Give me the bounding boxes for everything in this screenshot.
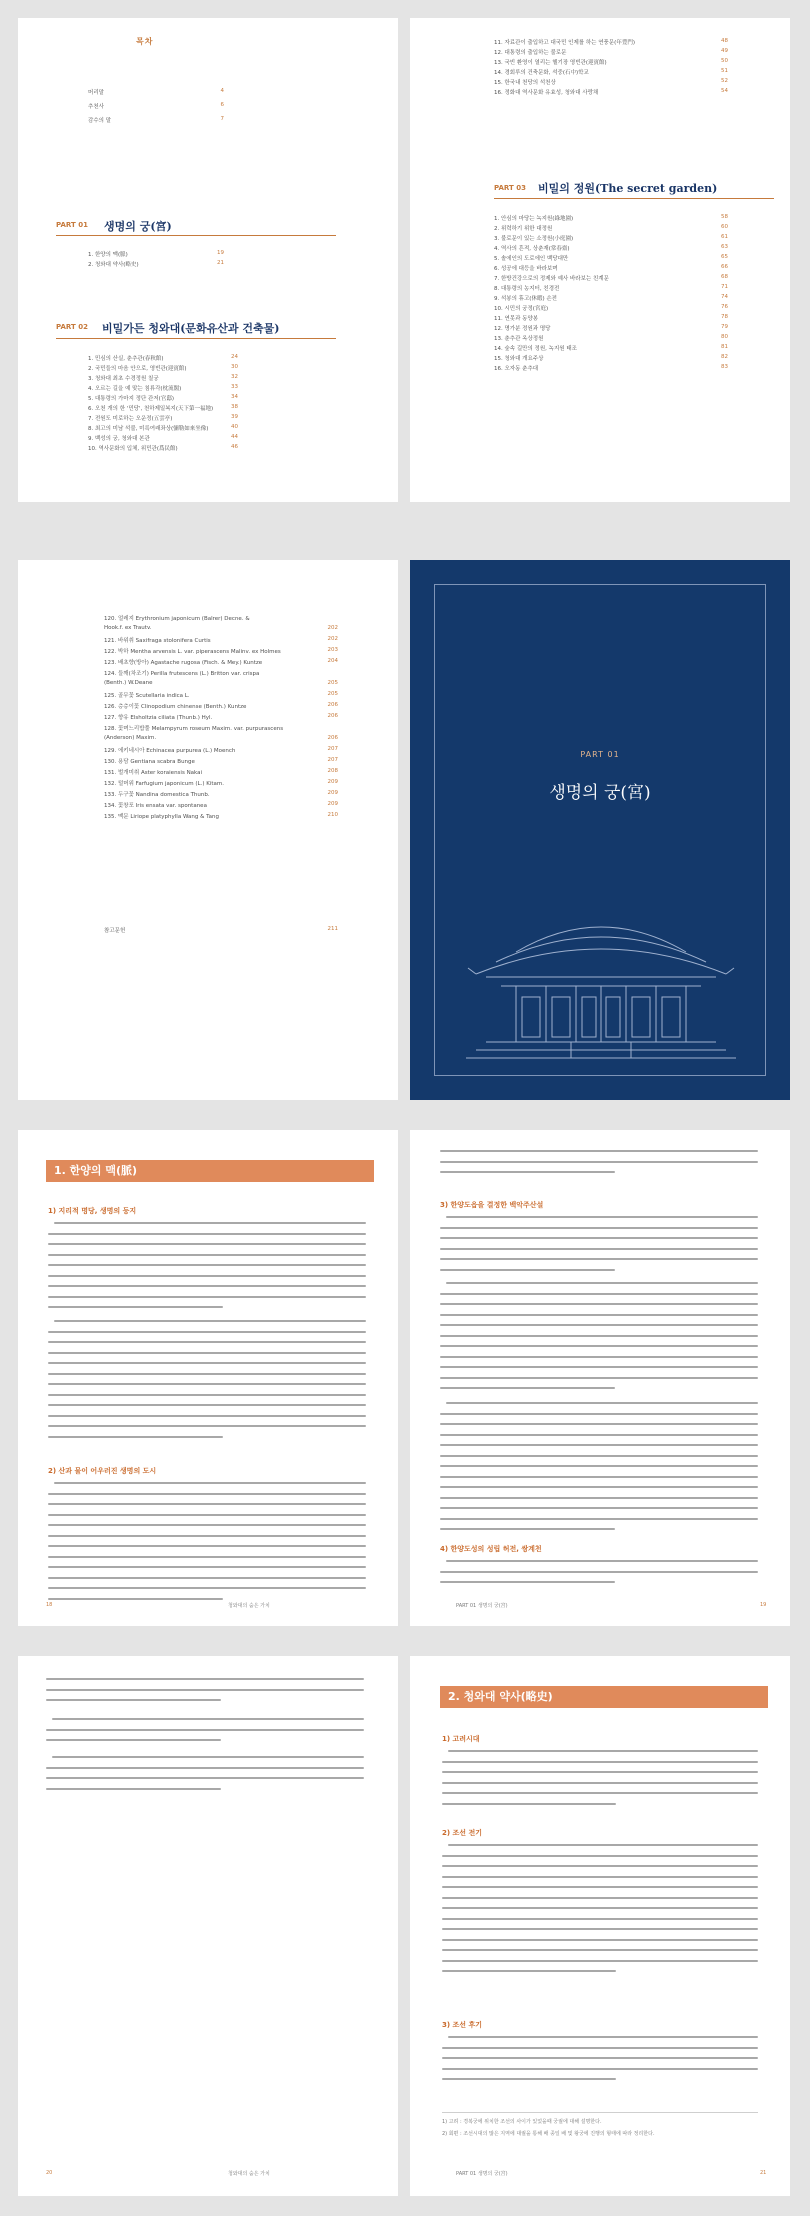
opener-part-label: PART 01 <box>580 750 620 759</box>
body-text-line <box>440 1171 615 1173</box>
p19-section-4: 4) 한양도성의 성립 허전, 쌍계천 <box>440 1545 542 1553</box>
folio-21-num: 21 <box>760 2170 767 2176</box>
body-text-line <box>440 1150 758 1152</box>
toc-c-item: 135. 맥문 Liriope platyphylla Wang & Tang <box>104 814 219 820</box>
toc-c-item: 124. 들깨(차조기) Perilla frutescens (L.) Britton var. crispa <box>104 671 260 677</box>
body-text-line <box>48 1243 366 1245</box>
body-text-line <box>440 1507 758 1509</box>
part1-toc-item: 1. 한양의 맥(脈) <box>88 252 128 258</box>
part3-toc-page-number: 81 <box>721 344 728 350</box>
body-text-line <box>446 1282 758 1284</box>
toc-page-b <box>410 18 790 502</box>
body-text-line <box>48 1373 366 1375</box>
body-text-line <box>48 1436 223 1438</box>
part2-cont-toc-page-number: 50 <box>721 58 728 64</box>
body-text-line <box>440 1161 758 1163</box>
body-text-line <box>48 1577 366 1579</box>
body-text-line <box>442 1782 758 1784</box>
part2-toc-item: 10. 역사문화의 입체, 위민관(爲民館) <box>88 446 178 452</box>
toc-c-item: 120. 얼레지 Erythronium japonicum (Balrer) Decne. & <box>104 616 250 622</box>
part3-toc-item: 5. 솔에인의 도로에인 백당대만 <box>494 256 569 262</box>
index-label: 참고문헌 <box>104 928 126 934</box>
part3-toc-item: 1. 안심의 마당는 녹지원(綠地園) <box>494 216 574 222</box>
toc-c-page-number: 207 <box>327 757 338 763</box>
part2-toc-item: 8. 최고의 미남 석불, 미륵여래좌상(彌勒如來坐像) <box>88 426 209 432</box>
footnote-rule <box>442 2112 758 2113</box>
folio-20-text: 청와대의 숨은 가치 <box>228 2171 270 2177</box>
part3-toc-page-number: 68 <box>721 274 728 280</box>
part2-cont-toc-page-number: 49 <box>721 48 728 54</box>
toc-c-item: 131. 벌개미취 Aster koraiensis Nakai <box>104 770 203 776</box>
body-text-line <box>440 1293 758 1295</box>
toc-c-item: 130. 용담 Gentiana scabra Bunge <box>104 759 195 765</box>
part1-rule <box>56 235 336 236</box>
chapter2-band: 2. 청와대 약사(略史) <box>440 1686 768 1708</box>
part3-toc-page-number: 78 <box>721 314 728 320</box>
body-text-line <box>440 1248 758 1250</box>
part3-toc-page-number: 82 <box>721 354 728 360</box>
body-text-line <box>48 1587 366 1589</box>
body-text-line <box>442 1960 758 1962</box>
body-text-line <box>440 1356 758 1358</box>
body-text-line <box>440 1571 758 1573</box>
body-text-line <box>440 1444 758 1446</box>
toc-c-page-number: 205 <box>327 680 338 686</box>
body-text-line <box>48 1535 366 1537</box>
body-text-line <box>442 1855 758 1857</box>
body-text-line <box>48 1545 366 1547</box>
body-text-line <box>440 1434 758 1436</box>
part3-name: 비밀의 정원(The secret garden) <box>538 182 718 195</box>
part3-toc-item: 9. 석봉의 휴고(休暇) 손전 <box>494 296 557 302</box>
body-text-line <box>442 1771 758 1773</box>
body-text-line <box>442 1865 758 1867</box>
body-text-line <box>440 1237 758 1239</box>
part2-toc-page-number: 38 <box>231 404 238 410</box>
page-20 <box>18 1656 398 2196</box>
body-text-line <box>48 1362 366 1364</box>
part3-toc-page-number: 61 <box>721 234 728 240</box>
part2-toc-item: 1. 민심의 산실, 춘추관(春秋館) <box>88 356 164 362</box>
part3-toc-item: 11. 연못과 동양봉 <box>494 316 539 322</box>
folio-21-text: PART 01 생명의 궁(宮) <box>456 2171 508 2177</box>
body-text-line <box>442 2047 758 2049</box>
index-page: 211 <box>327 926 338 932</box>
toc-c-page-number: 206 <box>327 735 338 741</box>
part3-toc-item: 2. 위력하기 위한 대정원 <box>494 226 553 232</box>
ch2-section-3: 3) 조선 후기 <box>442 2021 482 2029</box>
folio-19-num: 19 <box>760 1602 767 1608</box>
body-text-line <box>440 1335 758 1337</box>
body-text-line <box>48 1394 366 1396</box>
body-text-line <box>48 1264 366 1266</box>
front-matter-item: 머리말 <box>88 90 104 96</box>
part2-toc-page-number: 44 <box>231 434 238 440</box>
part2-cont-toc-item: 11. 자료관이 출입하고 대국민 인제를 하는 연풍문(年豊門) <box>494 40 635 46</box>
body-text-line <box>46 1689 364 1691</box>
part2-toc-item: 7. 전원도 미로하는 오운정(五雲亭) <box>88 416 173 422</box>
part3-toc-page-number: 74 <box>721 294 728 300</box>
body-text-line <box>48 1493 366 1495</box>
body-text-line <box>442 1886 758 1888</box>
body-text-line <box>48 1352 366 1354</box>
body-text-line <box>442 1949 758 1951</box>
part3-toc-item: 6. 성공에 대등을 바라보며 <box>494 266 558 272</box>
page-18 <box>18 1130 398 1626</box>
body-text-line <box>448 1844 758 1846</box>
body-text-line <box>440 1345 758 1347</box>
toc-c-page-number: 207 <box>327 746 338 752</box>
toc-c-item: 123. 배초향(방아) Agastache rugosa (Fisch. & Mey.) Kuntze <box>104 660 263 666</box>
body-text-line <box>48 1503 366 1505</box>
toc-c-item: 128. 꽃며느리밥풀 Melampyrum roseum Maxim. var. purpurascens <box>104 726 284 732</box>
ch2-section-1: 1) 고려시대 <box>442 1735 480 1743</box>
body-text-line <box>48 1404 366 1406</box>
front-matter-item: 감수의 말 <box>88 118 112 124</box>
toc-c-page-number: 209 <box>327 801 338 807</box>
page-21 <box>410 1656 790 2196</box>
toc-title: 목차 <box>136 37 154 46</box>
body-text-line <box>48 1598 223 1600</box>
body-text-line <box>52 1718 364 1720</box>
body-text-line <box>442 1876 758 1878</box>
body-text-line <box>442 1803 616 1805</box>
part2-cont-toc-page-number: 48 <box>721 38 728 44</box>
toc-c-page-number: 203 <box>327 647 338 653</box>
part2-toc-page-number: 40 <box>231 424 238 430</box>
body-text-line <box>442 1939 758 1941</box>
body-text-line <box>48 1233 366 1235</box>
part1-label: PART 01 <box>56 221 88 229</box>
toc-c-page-number: 202 <box>327 625 338 631</box>
body-text-line <box>440 1314 758 1316</box>
folio-19-text: PART 01 생명의 궁(宮) <box>456 1603 508 1609</box>
body-text-line <box>440 1387 615 1389</box>
body-text-line <box>46 1767 364 1769</box>
part2-label: PART 02 <box>56 323 88 331</box>
opener-part-name: 생명의 궁(宮) <box>549 783 651 803</box>
part2-toc-page-number: 46 <box>231 444 238 450</box>
body-text-line <box>440 1324 758 1326</box>
part3-toc-item: 16. 오자동 춘추대 <box>494 366 539 372</box>
body-text-line <box>440 1269 615 1271</box>
toc-c-item: 133. 두구꽃 Nandina domestica Thunb. <box>104 792 210 798</box>
part2-toc-page-number: 34 <box>231 394 238 400</box>
ch2-section-2: 2) 조선 전기 <box>442 1829 482 1837</box>
body-text-line <box>442 2068 758 2070</box>
part2-name: 비밀가든 청와대(문화유산과 건축물) <box>102 322 280 335</box>
part2-toc-item: 6. 오천 개의 한 '민당', 천하제일복지(天下第一福地) <box>88 406 214 412</box>
part3-toc-page-number: 83 <box>721 364 728 370</box>
toc-c-item: 126. 층층이꽃 Clinopodium chinense (Benth.) Kuntze <box>104 704 247 710</box>
toc-c-page-number: 205 <box>327 691 338 697</box>
toc-c-item: (Benth.) W.Deane <box>104 680 153 686</box>
body-text-line <box>440 1518 758 1520</box>
part3-toc-item: 3. 불로문이 있는 소정원(小庭園) <box>494 236 574 242</box>
body-text-line <box>48 1296 366 1298</box>
body-text-line <box>52 1756 364 1758</box>
part3-toc-item: 10. 시민의 궁정(宮庭) <box>494 306 549 312</box>
body-text-line <box>440 1413 758 1415</box>
body-text-line <box>440 1258 758 1260</box>
body-text-line <box>48 1524 366 1526</box>
body-text-line <box>442 1928 758 1930</box>
body-text-line <box>442 2057 758 2059</box>
part3-toc-item: 4. 역사의 흔적, 상춘재(常春齋) <box>494 246 570 252</box>
part2-cont-toc-page-number: 51 <box>721 68 728 74</box>
toc-page-a <box>18 18 398 502</box>
part2-cont-toc-item: 13. 국빈 환영이 열리는 헬기장 영빈관(迎賓館) <box>494 60 607 66</box>
body-text-line <box>442 1792 758 1794</box>
part3-toc-item: 14. 숲속 길만의 정원, 녹지원 태조 <box>494 346 577 352</box>
body-text-line <box>440 1465 758 1467</box>
part2-toc-item: 2. 국민들의 마음 안으로, 영빈관(迎賓館) <box>88 366 187 372</box>
part2-toc-page-number: 33 <box>231 384 238 390</box>
part3-toc-item: 8. 대통령의 농지터, 친경전 <box>494 286 560 292</box>
body-text-line <box>448 1750 758 1752</box>
part3-label: PART 03 <box>494 184 526 192</box>
toc-c-item: 134. 꽃창포 Iris ensata var. spontanea <box>104 803 207 809</box>
part2-cont-toc-item: 16. 정화대 역사문화 유효성, 청와대 사랑채 <box>494 90 599 96</box>
toc-c-item: 125. 골무꽃 Scutellaria indica L. <box>104 693 190 699</box>
part2-cont-toc-page-number: 54 <box>721 88 728 94</box>
body-text-line <box>440 1377 758 1379</box>
part2-toc-page-number: 24 <box>231 354 238 360</box>
body-text-line <box>54 1222 366 1224</box>
front-matter-page-number: 7 <box>220 116 224 122</box>
part2-cont-toc-page-number: 52 <box>721 78 728 84</box>
body-text-line <box>48 1383 366 1385</box>
part3-toc-item: 13. 춘추관 옥상정원 <box>494 336 544 342</box>
part2-toc-item: 4. 오르는 길을 예 맞는 침류각(枕流閣) <box>88 386 182 392</box>
body-text-line <box>446 1402 758 1404</box>
part3-toc-page-number: 58 <box>721 214 728 220</box>
p19-section-3: 3) 한양도읍을 결정한 백악주산설 <box>440 1201 544 1209</box>
body-text-line <box>46 1678 364 1680</box>
folio-18-num: 18 <box>46 1602 53 1608</box>
body-text-line <box>48 1254 366 1256</box>
front-matter-item: 추천사 <box>88 104 104 110</box>
toc-c-page-number: 204 <box>327 658 338 664</box>
part3-toc-page-number: 65 <box>721 254 728 260</box>
body-text-line <box>48 1331 366 1333</box>
body-text-line <box>440 1227 758 1229</box>
body-text-line <box>440 1528 615 1530</box>
ch1-section-2: 2) 산과 물이 어우러진 생명의 도시 <box>48 1467 157 1475</box>
body-text-line <box>54 1482 366 1484</box>
part2-toc-page-number: 39 <box>231 414 238 420</box>
body-text-line <box>46 1699 221 1701</box>
body-text-line <box>440 1497 758 1499</box>
body-text-line <box>446 1560 758 1562</box>
body-text-line <box>48 1566 366 1568</box>
body-text-line <box>48 1415 366 1417</box>
body-text-line <box>48 1306 223 1308</box>
part3-toc-page-number: 60 <box>721 224 728 230</box>
toc-c-page-number: 208 <box>327 768 338 774</box>
toc-c-item: Hook.f. ex Trautv. <box>104 625 152 631</box>
toc-c-page-number: 209 <box>327 790 338 796</box>
part2-toc-item: 5. 대통령의 가마지 정단 관저(官邸) <box>88 396 174 402</box>
front-matter-page-number: 4 <box>220 88 224 94</box>
ch1-section-1: 1) 지리적 명당, 생명의 둥지 <box>48 1207 137 1215</box>
toc-c-page-number: 209 <box>327 779 338 785</box>
body-text-line <box>48 1514 366 1516</box>
body-text-line <box>446 1216 758 1218</box>
page-19 <box>410 1130 790 1626</box>
part2-toc-page-number: 30 <box>231 364 238 370</box>
toc-c-item: 129. 에키네시아 Echinacea purpurea (L.) Moench <box>104 748 236 754</box>
footnote-2: 2) 회편 : 조선시대의 많은 지역에 대궐을 통해 배 종일 배 및 왕궁에 진행의 형태에 따라 정리한다. <box>442 2131 655 2137</box>
part2-toc-page-number: 32 <box>231 374 238 380</box>
toc-c-page-number: 210 <box>327 812 338 818</box>
toc-c-page-number: 202 <box>327 636 338 642</box>
part2-rule <box>56 338 336 339</box>
toc-page-c <box>18 560 398 1100</box>
body-text-line <box>440 1366 758 1368</box>
part-opener-page <box>410 560 790 1100</box>
part3-toc-page-number: 79 <box>721 324 728 330</box>
toc-c-page-number: 206 <box>327 713 338 719</box>
body-text-line <box>48 1556 366 1558</box>
chapter1-band: 1. 한양의 맥(脈) <box>46 1160 374 1182</box>
body-text-line <box>440 1455 758 1457</box>
body-text-line <box>46 1777 364 1779</box>
body-text-line <box>442 2078 616 2080</box>
toc-c-item: (Anderson) Maxim. <box>104 735 157 741</box>
toc-c-item: 132. 털머위 Farfugium japonicum (L.) Kitam. <box>104 781 225 787</box>
body-text-line <box>440 1581 615 1583</box>
body-text-line <box>442 1897 758 1899</box>
footnote-1: 1) 고려 : 경복궁에 위치한 조선의 사이가 있었을때 궁궐에 대해 설명한다. <box>442 2119 602 2125</box>
body-text-line <box>442 1970 616 1972</box>
body-text-line <box>442 1918 758 1920</box>
part3-rule <box>494 198 774 199</box>
toc-c-item: 121. 바위취 Saxifraga stolonifera Curtis <box>104 638 211 644</box>
part3-toc-item: 12. 명가분 정원과 명당 <box>494 326 551 332</box>
toc-c-page-number: 206 <box>327 702 338 708</box>
part3-toc-page-number: 66 <box>721 264 728 270</box>
body-text-line <box>48 1425 366 1427</box>
part2-cont-toc-item: 14. 경회루의 건축문화, 석중(石中)학교 <box>494 70 589 76</box>
part2-toc-item: 9. 백성의 궁, 청와대 본관 <box>88 436 150 442</box>
part3-toc-item: 7. 한방건강으로의 정제와 예사 바라보는 친계문 <box>494 276 609 282</box>
body-text-line <box>48 1275 366 1277</box>
body-text-line <box>48 1341 366 1343</box>
part1-name: 생명의 궁(宮) <box>104 220 172 233</box>
part3-toc-item: 15. 청와대 개요주상 <box>494 356 544 362</box>
folio-20-num: 20 <box>46 2170 53 2176</box>
body-text-line <box>54 1320 366 1322</box>
body-text-line <box>442 1761 758 1763</box>
folio-18-text: 청와대의 숨은 가치 <box>228 1603 270 1609</box>
part2-cont-toc-item: 15. 한국내 천당의 석천상 <box>494 80 556 86</box>
front-matter-page-number: 6 <box>220 102 224 108</box>
body-text-line <box>448 2036 758 2038</box>
part3-toc-page-number: 76 <box>721 304 728 310</box>
body-text-line <box>442 1907 758 1909</box>
part3-toc-page-number: 71 <box>721 284 728 290</box>
body-text-line <box>46 1788 221 1790</box>
part1-toc-item: 2. 청와대 약사(略史) <box>88 262 139 268</box>
palace-line-illustration <box>456 882 746 1072</box>
part2-toc-item: 3. 청와대 최초 수경정원 칠궁 <box>88 376 159 382</box>
part2-cont-toc-item: 12. 대통령의 출입하는 불로문 <box>494 50 567 56</box>
part1-toc-page-number: 19 <box>217 250 224 256</box>
body-text-line <box>440 1486 758 1488</box>
body-text-line <box>46 1739 221 1741</box>
toc-c-item: 122. 박하 Mentha arvensis L. var. piperascens Malinv. ex Holmes <box>104 649 281 655</box>
body-text-line <box>440 1476 758 1478</box>
body-text-line <box>440 1303 758 1305</box>
body-text-line <box>46 1729 364 1731</box>
part1-toc-page-number: 21 <box>217 260 224 266</box>
part3-toc-page-number: 63 <box>721 244 728 250</box>
body-text-line <box>440 1423 758 1425</box>
body-text-line <box>48 1285 366 1287</box>
part3-toc-page-number: 80 <box>721 334 728 340</box>
toc-c-item: 127. 향유 Elsholtzia ciliata (Thunb.) Hyl. <box>104 715 213 721</box>
